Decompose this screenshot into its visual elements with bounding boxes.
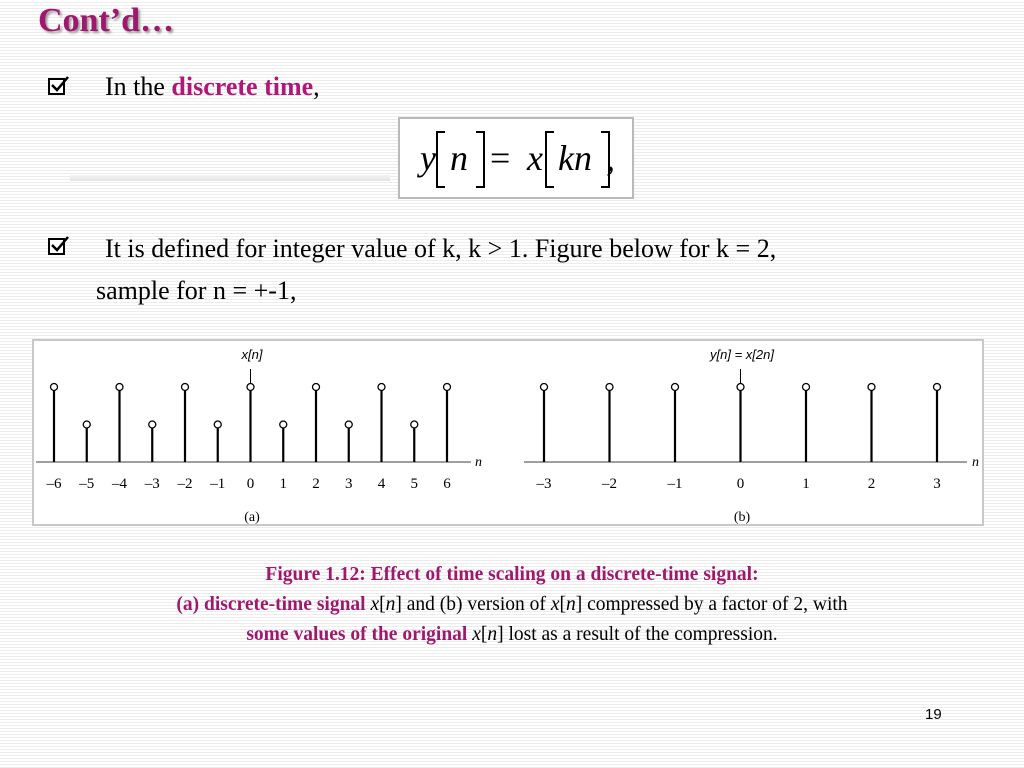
panel-b-signal-label: y[n] = x[2n] [710,347,774,362]
panel-a-tick-label: 3 [345,476,353,492]
checkbox-bullet-icon [48,238,65,255]
panel-a-sublabel: (a) [244,510,260,525]
checkbox-bullet-icon [48,78,65,95]
panel-a-tick-label: –4 [112,476,127,492]
figure-caption-line1: Figure 1.12: Effect of time scaling on a discrete-time signal: [265,564,759,585]
panel-a-tick-label: 2 [312,476,320,492]
panel-a-tick-label: 4 [377,476,386,492]
panel-b-sample-marker [737,384,744,391]
panel-b-sample-marker [803,384,810,391]
panel-a-sample-marker [345,421,352,428]
panel-a-sample-marker [214,421,221,428]
panel-a-tick-label: –5 [79,476,95,492]
figure-time-scaling [32,339,984,526]
panel-b-sample-marker [606,384,613,391]
panel-a-sample-marker [444,384,451,391]
panel-a-sample-marker [182,384,189,391]
bullet-text-definition-line1: It is defined for integer value of k, k > 1. Figure below for k = 2, [105,234,777,263]
panel-a-sample-marker [83,421,90,428]
panel-a-signal-label: x[n] [241,347,263,362]
eq-bracket-right-1 [476,132,484,187]
panel-a-sample-marker [247,384,254,391]
eq-bracket-left-1 [437,132,445,187]
panel-a-sample-marker [116,384,123,391]
panel-a-tick-label: 6 [443,476,451,492]
equation-box [398,117,634,199]
panel-a-tick-label: –6 [46,476,62,492]
panel-b-axis-label: n [972,455,979,470]
panel-a-sample-marker [51,384,58,391]
panel-a-tick-label: –2 [177,476,193,492]
panel-b-tick-label: –2 [602,476,617,492]
panel-b-sample-marker [541,384,548,391]
figure-caption-line3: some values of the original x[n] lost as a result of the compression. [246,624,778,645]
slide-title: Cont’d… [38,2,175,39]
eq-lhs-arg: n [450,138,468,178]
figure-caption-line2: (a) discrete-time signal x[n] and (b) version of x[n] compressed by a factor of 2, with [176,594,848,615]
eq-equals: = [490,138,511,178]
panel-b-sublabel: (b) [733,510,751,525]
panel-a-tick-label: 0 [246,476,255,492]
bullet-text-discrete-time: In the discrete time, [105,72,320,101]
decorative-divider [70,175,390,181]
panel-b-sample-marker [934,384,941,391]
panel-a-tick-label: –3 [144,476,160,492]
panel-a-sample-marker [378,384,385,391]
highlight-discrete-time: discrete time [171,72,314,101]
panel-b-tick-label: –1 [667,476,683,492]
eq-lhs-func: y [420,138,436,178]
panel-b-tick-label: –3 [536,476,552,492]
panel-b-tick-label: 2 [867,476,876,492]
page-number: 19 [925,706,942,723]
panel-b-tick-label: 1 [802,476,810,492]
panel-a-tick-label: 5 [410,476,418,492]
panel-a-tick-label: –1 [210,476,226,492]
panel-a-axis-label: n [475,455,482,470]
panel-a-sample-marker [313,384,320,391]
panel-a-tick-label: 1 [279,476,287,492]
panel-b-sample-marker [868,384,875,391]
panel-a-sample-marker [280,421,287,428]
panel-b-sample-marker [672,384,679,391]
panel-a-sample-marker [149,421,156,428]
eq-trail-comma: , [606,138,615,178]
panel-b-tick-label: 0 [736,476,745,492]
bullet-text-definition-line2: sample for n = +-1, [96,276,297,305]
eq-rhs-func: x [527,138,543,178]
panel-b-tick-label: 3 [933,476,941,492]
eq-rhs-arg: kn [558,138,592,178]
eq-bracket-left-2 [546,132,554,187]
panel-a-sample-marker [411,421,418,428]
